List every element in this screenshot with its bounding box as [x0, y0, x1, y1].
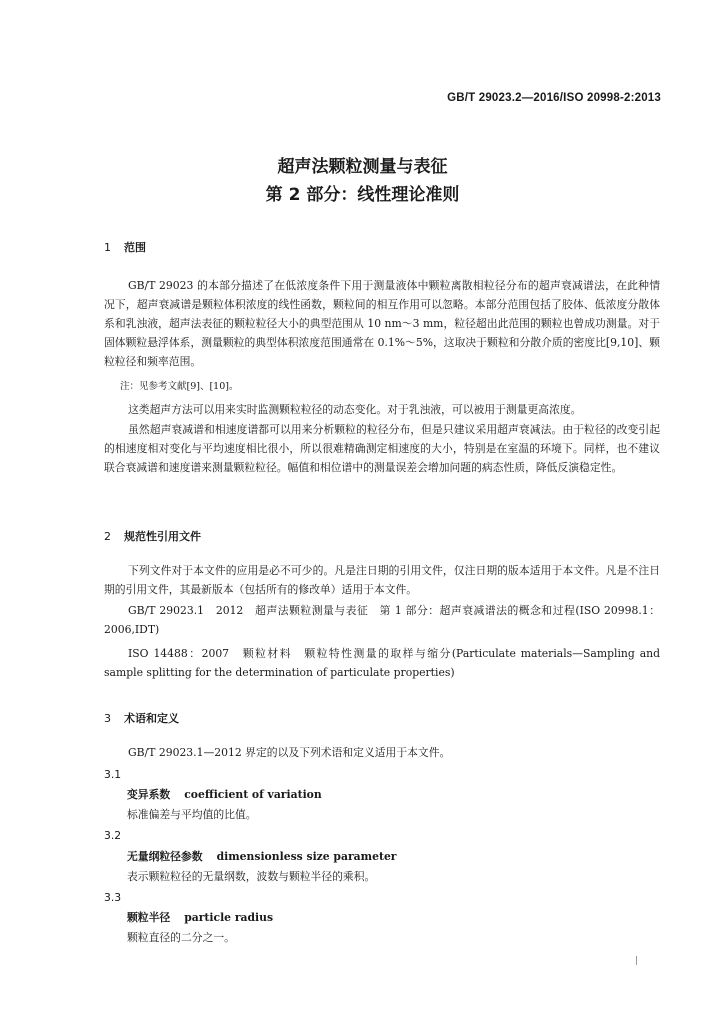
scope-paragraph-2: 这类超声方法可以用来实时监测颗粒粒径的动态变化。对于乳浊液，可以被用于测量更高浓度。 — [128, 403, 582, 416]
scope-note: 注：见参考文献[9]、[10]。 — [120, 381, 239, 392]
section-title: 范围 — [124, 241, 146, 254]
section-heading-normative-references — [104, 528, 201, 544]
term-zh: 颗粒半径 — [127, 911, 171, 924]
terms-intro: GB/T 29023.1—2012 界定的以及下列术语和定义适用于本文件。 — [128, 746, 451, 759]
term-definition: 标准偏差与平均值的比值。 — [127, 808, 257, 821]
scope-paragraph-3: 虽然超声衰减谱和相速度谱都可以用来分析颗粒的粒径分布，但是只建议采用超声衰减法。由于粒径的改变引起的相速度相对变化与平均速度相比很小，所以很难精确测定相速度的大小，特别是在室温的环境下。同样，也不建议联合衰减谱和速度谱来测量颗粒粒径。幅值和相位谱中的测量误差会增加问题的病态性质，降低反演稳定性。 — [104, 423, 660, 474]
document-title: 超声法颗粒测量与表征 — [277, 157, 448, 177]
standard-code: GB/T 29023.2—2016/ISO 20998-2:2013 — [447, 92, 661, 104]
page-number-mark — [636, 956, 637, 965]
term-definition: 颗粒直径的二分之一。 — [127, 931, 235, 944]
section-heading-terms — [104, 710, 179, 726]
section-heading-scope — [104, 239, 146, 255]
term-number: 3.2 — [104, 829, 122, 842]
section-number: 3 — [104, 712, 111, 725]
term-en: dimensionless size parameter — [216, 850, 397, 863]
term-entry — [127, 787, 322, 802]
term-entry — [127, 849, 397, 864]
document-subtitle: 第 2 部分：线性理论准则 — [265, 185, 460, 205]
term-number: 3.1 — [104, 768, 122, 781]
section-number: 2 — [104, 530, 111, 543]
reference-item-1: GB/T 29023.1 2012 超声法颗粒测量与表征 第 1 部分：超声衰减谱法的概念和过程(ISO 20998.1：2006,IDT) — [104, 604, 660, 636]
term-zh: 无量纲粒径参数 — [127, 850, 203, 863]
section-title: 规范性引用文件 — [124, 530, 201, 543]
reference-item-2: ISO 14488：2007 颗粒材料 颗粒特性测量的取样与缩分(Particulate materials—Sampling and sample splitting for the determination of particulate properties) — [104, 647, 660, 679]
term-en: particle radius — [184, 911, 274, 924]
term-entry — [127, 910, 273, 925]
section-number: 1 — [104, 241, 111, 254]
term-zh: 变异系数 — [127, 788, 171, 801]
term-definition: 表示颗粒粒径的无量纲数，波数与颗粒半径的乘积。 — [127, 870, 376, 883]
references-intro: 下列文件对于本文件的应用是必不可少的。凡是注日期的引用文件，仅注日期的版本适用于本文件。凡是不注日期的引用文件，其最新版本（包括所有的修改单）适用于本文件。 — [104, 564, 660, 596]
scope-paragraph-1: GB/T 29023 的本部分描述了在低浓度条件下用于测量液体中颗粒离散相粒径分布的超声衰减谱法，在此种情况下，超声衰减谱是颗粒体积浓度的线性函数，颗粒间的相互作用可以忽略。本部分范围包括了胶体、低浓度分散体系和乳浊液，超声法表征的颗粒粒径大小的典型范围从 10 nm～3 mm，粒径超出此范围的颗粒也曾成功测量。对于固体颗粒悬浮体系，测量颗粒的典型体积浓度范围通常在 0.1%～5%，这取决于颗粒和分散介质的密度比[9,10]、颗粒粒径和频率范围。 — [104, 279, 660, 368]
term-number: 3.3 — [104, 891, 122, 904]
section-title: 术语和定义 — [124, 712, 179, 725]
term-en: coefficient of variation — [184, 788, 322, 801]
